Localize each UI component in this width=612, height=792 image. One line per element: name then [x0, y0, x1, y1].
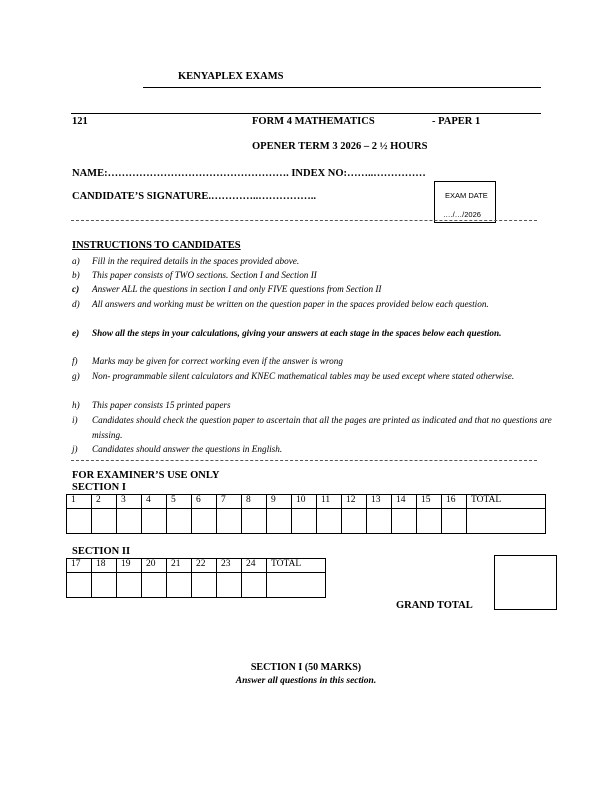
section1-header-cell: 12	[342, 495, 367, 509]
instruction-letter: b)	[72, 270, 80, 280]
section1-score-cell[interactable]	[392, 509, 417, 534]
section1-header-cell: TOTAL	[467, 495, 546, 509]
section2-score-cell[interactable]	[142, 573, 167, 598]
instruction-text: Candidates should answer the questions in English.	[92, 444, 283, 454]
section1-score-cell[interactable]	[292, 509, 317, 534]
exam-date-label: EXAM DATE	[445, 191, 488, 200]
section1-score-cell[interactable]	[192, 509, 217, 534]
section2-score-cell[interactable]	[192, 573, 217, 598]
section1-header-cell: 4	[142, 495, 167, 509]
header-rule-top	[143, 87, 541, 88]
section2-header-cell: 17	[67, 559, 92, 573]
section1-title: SECTION I (50 MARKS)	[250, 662, 362, 673]
grand-total-box[interactable]	[494, 555, 557, 610]
section2-score-cell[interactable]	[242, 573, 267, 598]
section1-score-cell[interactable]	[342, 509, 367, 534]
section1-label: SECTION I	[72, 482, 126, 493]
instruction-text: Candidates should check the question paper to ascertain that all the pages are printed as indicated and that no questions are missing.	[92, 415, 552, 440]
signature-field[interactable]: CANDIDATE’S SIGNATURE.…………..……………..	[72, 191, 317, 202]
exam-date-value: …./…/2026	[443, 210, 481, 219]
term-duration: OPENER TERM 3 2026 – 2 ½ HOURS	[252, 141, 428, 152]
section1-subtitle: Answer all questions in this section.	[235, 676, 377, 686]
instruction-letter: d)	[72, 299, 80, 309]
section1-header-cell: 9	[267, 495, 292, 509]
section2-score-cell[interactable]	[117, 573, 142, 598]
section1-header-cell: 14	[392, 495, 417, 509]
instruction-letter: i)	[72, 415, 78, 425]
divider	[71, 220, 537, 221]
name-index-field[interactable]: NAME:……………………………………………. INDEX NO:……..……………	[72, 168, 426, 179]
section1-header-cell: 11	[317, 495, 342, 509]
examiner-heading: FOR EXAMINER’S USE ONLY	[72, 470, 220, 481]
instruction-text: Marks may be given for correct working even if the answer is wrong	[92, 356, 343, 366]
instruction-letter: j)	[72, 444, 78, 454]
section1-score-cell[interactable]	[367, 509, 392, 534]
paper-code: 121	[72, 116, 88, 127]
instruction-text: Answer ALL the questions in section I and only FIVE questions from Section II	[92, 284, 382, 294]
exam-date-box[interactable]	[434, 181, 496, 223]
section2-score-cell[interactable]	[267, 573, 326, 598]
section1-score-cell[interactable]	[442, 509, 467, 534]
section2-header-cell: 18	[92, 559, 117, 573]
section1-header-cell: 5	[167, 495, 192, 509]
instruction-text: This paper consists 15 printed papers	[92, 400, 231, 410]
section1-score-cell[interactable]	[142, 509, 167, 534]
section1-header-cell: 13	[367, 495, 392, 509]
section2-label: SECTION II	[72, 546, 131, 557]
instruction-text: Non- programmable silent calculators and KNEC mathematical tables may be used except where stated otherwise.	[92, 371, 515, 381]
section2-header-cell: 20	[142, 559, 167, 573]
section2-header-cell: TOTAL	[267, 559, 326, 573]
section1-score-cell[interactable]	[92, 509, 117, 534]
grand-total-label: GRAND TOTAL	[396, 600, 473, 611]
section2-score-cell[interactable]	[167, 573, 192, 598]
section1-header-cell: 2	[92, 495, 117, 509]
section1-score-cell[interactable]	[167, 509, 192, 534]
section1-header-cell: 15	[417, 495, 442, 509]
instruction-letter: e)	[72, 328, 80, 338]
section1-score-cell[interactable]	[242, 509, 267, 534]
instruction-letter: c)	[72, 284, 80, 294]
section2-score-cell[interactable]	[67, 573, 92, 598]
section1-header-cell: 10	[292, 495, 317, 509]
header-rule-bottom	[71, 113, 541, 114]
instruction-text: All answers and working must be written on the question paper in the spaces provided below each question.	[92, 299, 489, 309]
instruction-text: Show all the steps in your calculations, giving your answers at each stage in the spaces below each question.	[92, 328, 502, 338]
section1-marks-table	[66, 494, 546, 534]
subject-title: FORM 4 MATHEMATICS	[252, 116, 375, 127]
section1-score-cell[interactable]	[117, 509, 142, 534]
exam-brand: KENYAPLEX EXAMS	[178, 71, 284, 82]
section1-header-cell: 7	[217, 495, 242, 509]
section2-marks-table	[66, 558, 326, 598]
section2-header-cell: 19	[117, 559, 142, 573]
paper-number: - PAPER 1	[432, 116, 481, 127]
instruction-text: Fill in the required details in the spaces provided above.	[92, 256, 300, 266]
instruction-letter: g)	[72, 371, 80, 381]
section2-header-cell: 21	[167, 559, 192, 573]
instruction-letter: h)	[72, 400, 80, 410]
section1-header-cell: 3	[117, 495, 142, 509]
section1-score-cell[interactable]	[267, 509, 292, 534]
section2-score-cell[interactable]	[217, 573, 242, 598]
section2-header-cell: 24	[242, 559, 267, 573]
section1-score-cell[interactable]	[317, 509, 342, 534]
section1-score-cell[interactable]	[467, 509, 546, 534]
section1-header-cell: 6	[192, 495, 217, 509]
section1-score-cell[interactable]	[67, 509, 92, 534]
instruction-text: This paper consists of TWO sections. Section I and Section II	[92, 270, 317, 280]
section1-score-cell[interactable]	[417, 509, 442, 534]
divider	[71, 460, 537, 461]
section1-score-cell[interactable]	[217, 509, 242, 534]
section1-header-cell: 16	[442, 495, 467, 509]
section1-header-cell: 8	[242, 495, 267, 509]
section2-score-cell[interactable]	[92, 573, 117, 598]
instructions-heading: INSTRUCTIONS TO CANDIDATES	[72, 240, 241, 251]
section1-header-cell: 1	[67, 495, 92, 509]
section2-header-cell: 22	[192, 559, 217, 573]
instruction-letter: a)	[72, 256, 80, 266]
section2-header-cell: 23	[217, 559, 242, 573]
instruction-letter: f)	[72, 356, 78, 366]
